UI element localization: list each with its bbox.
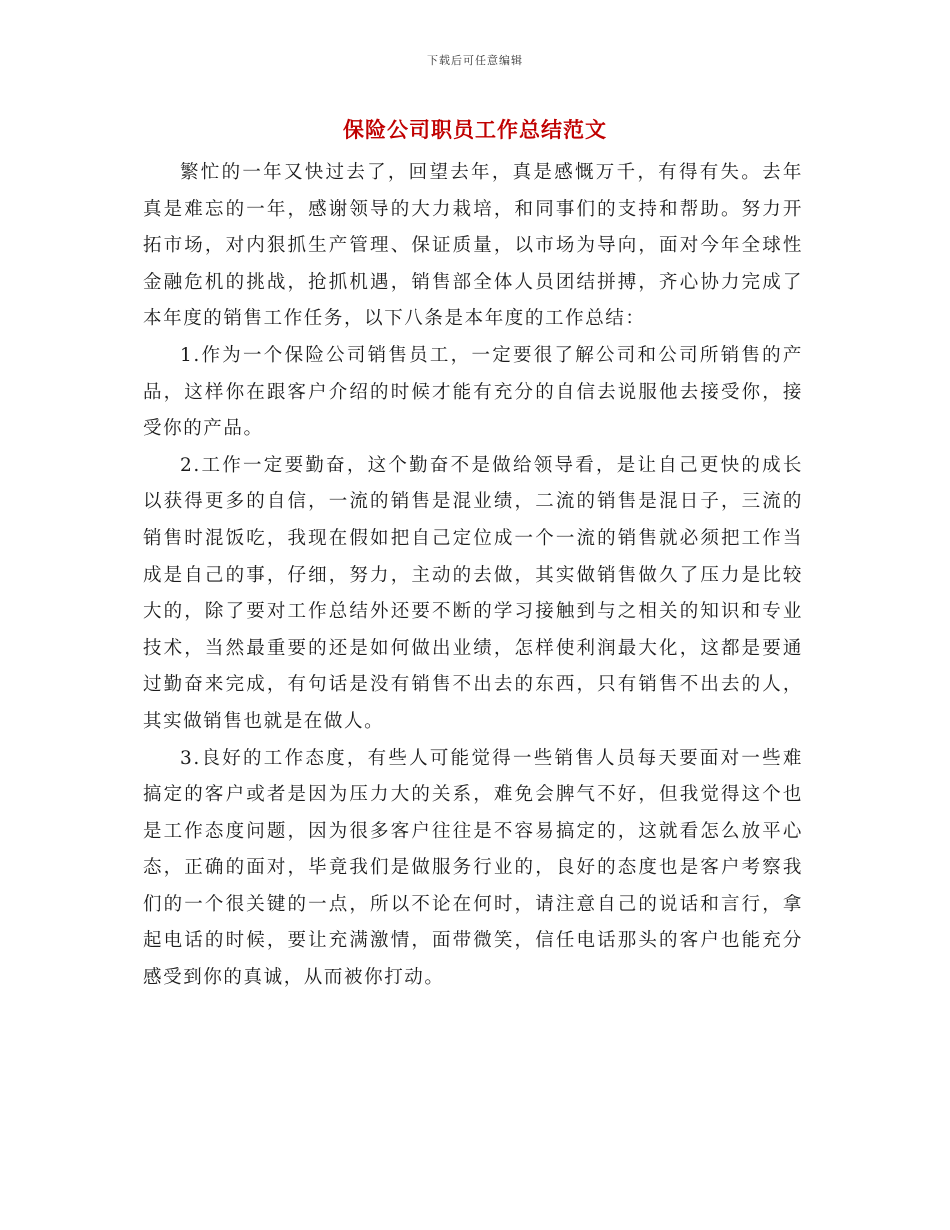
document-body — [143, 155, 803, 997]
paragraph-point-1: 1.作为一个保险公司销售员工，一定要很了解公司和公司所销售的产品，这样你在跟客户介绍的时候才能有充分的自信去说服他去接受你，接受你的产品。 — [143, 344, 803, 440]
document-title: 保险公司职员工作总结范文 — [343, 117, 607, 142]
header-note: 下载后可任意编辑 — [427, 54, 523, 67]
paragraph-point-3: 3.良好的工作态度，有些人可能觉得一些销售人员每天要面对一些难搞定的客户或者是因为压力大的关系，难免会脾气不好，但我觉得这个也是工作态度问题，因为很多客户往往是不容易搞定的，这就看怎么放平心态，正确的面对，毕竟我们是做服务行业的，良好的态度也是客户考察我们的一个很关键的一点，所以不论在何时，请注意自己的说话和言行，拿起电话的时候，要让充满激情，面带微笑，信任电话那头的客户也能充分感受到你的真诚，从而被你打动。 — [143, 747, 803, 989]
paragraph-point-2: 2.工作一定要勤奋，这个勤奋不是做给领导看，是让自己更快的成长以获得更多的自信，一流的销售是混业绩，二流的销售是混日子，三流的销售时混饭吃，我现在假如把自己定位成一个一流的销售就必须把工作当成是自己的事，仔细，努力，主动的去做，其实做销售做久了压力是比较大的，除了要对工作总结外还要不断的学习接触到与之相关的知识和专业技术，当然最重要的还是如何做出业绩，怎样使利润最大化，这都是要通过勤奋来完成，有句话是没有销售不出去的东西，只有销售不出去的人，其实做销售也就是在做人。 — [143, 454, 803, 732]
paragraph-intro: 繁忙的一年又快过去了，回望去年，真是感慨万千，有得有失。去年真是难忘的一年，感谢领导的大力栽培，和同事们的支持和帮助。努力开拓市场，对内狠抓生产管理、保证质量，以市场为导向，面对今年全球性金融危机的挑战，抢抓机遇，销售部全体人员团结拼搏，齐心协力完成了本年度的销售工作任务，以下八条是本年度的工作总结： — [143, 162, 803, 330]
